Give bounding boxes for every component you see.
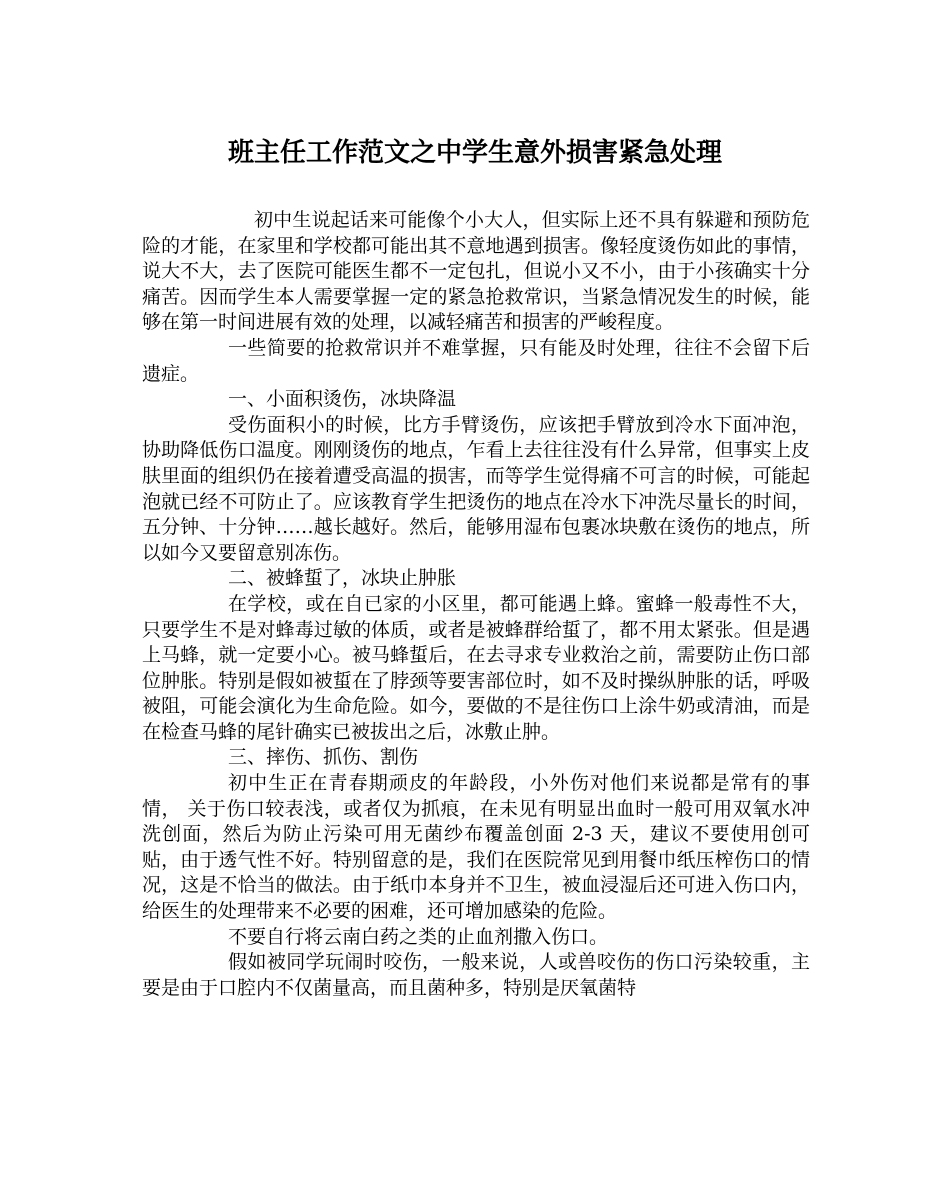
document-body	[142, 208, 810, 1001]
paragraph-summary: 一些简要的抢救常识并不难掌握，只有能及时处理，往往不会留下后遗症。	[142, 336, 810, 385]
paragraph-cuts: 初中生正在青春期顽皮的年龄段，小外伤对他们来说都是常有的事情， 关于伤口较表浅，或者仅为抓痕，在未见有明显出血时一般可用双氧水冲洗创面，然后为防止污染可用无菌纱布覆盖创面 2-3 天，建议不要使用创可贴，由于透气性不好。特别留意的是，我们在医院常见到用餐巾纸压榨伤口的情况，这是不恰当的做法。由于纸巾本身并不卫生，被血浸湿后还可进入伤口内，给医生的处理带来不必要的困难，还可增加感染的危险。	[142, 772, 810, 923]
paragraph-hemostatic: 不要自行将云南白药之类的止血剂撒入伤口。	[228, 925, 609, 948]
paragraph-burns: 受伤面积小的时候，比方手臂烫伤，应该把手臂放到冷水下面冲泡，协助降低伤口温度。刚刚烫伤的地点，乍看上去往往没有什么异常，但事实上皮肤里面的组织仍在接着遭受高温的损害，而等学生觉得痛不可言的时候，可能起泡就已经不可防止了。应该教育学生把烫伤的地点在冷水下冲洗尽量长的时间，五分钟、十分钟……越长越好。然后，能够用湿布包裹冰块敷在烫伤的地点，所以如今又要留意别冻伤。	[142, 413, 810, 564]
page-title: 班主任工作范文之中学生意外损害紧急处理	[227, 138, 722, 168]
section-heading-cuts: 三、摔伤、抓伤、割伤	[228, 746, 419, 769]
paragraph-intro: 初中生说起话来可能像个小大人，但实际上还不具有躲避和预防危险的才能，在家里和学校都可能出其不意地遇到损害。像轻度烫伤如此的事情，说大不大，去了医院可能医生都不一定包扎，但说小又不小，由于小孩确实十分痛苦。因而学生本人需要掌握一定的紧急抢救常识，当紧急情况发生的时候，能够在第一时间进展有效的处理，以减轻痛苦和损害的严峻程度。	[142, 209, 810, 334]
paragraph-bee-sting: 在学校，或在自已家的小区里，都可能遇上蜂。蜜蜂一般毒性不大，只要学生不是对蜂毒过敏的体质，或者是被蜂群给蜇了，都不用太紧张。但是遇上马蜂，就一定要小心。被马蜂蜇后，在去寻求专业救治之前，需要防止伤口部位肿胀。特别是假如被蜇在了脖颈等要害部位时，如不及时操纵肿胀的话，呼吸被阻，可能会演化为生命危险。如今，要做的不是往伤口上涂牛奶或清油，而是在检查马蜂的尾针确实已被拔出之后，冰敷止肿。	[142, 592, 810, 743]
paragraph-bites: 假如被同学玩闹时咬伤，一般来说，人或兽咬伤的伤口污染较重，主要是由于口腔内不仅菌量高，而且菌种多，特别是厌氧菌特	[142, 951, 810, 999]
section-heading-bee-sting: 二、被蜂蜇了，冰块止肿胀	[228, 567, 457, 590]
section-heading-burns: 一、小面积烫伤，冰块降温	[228, 388, 457, 411]
